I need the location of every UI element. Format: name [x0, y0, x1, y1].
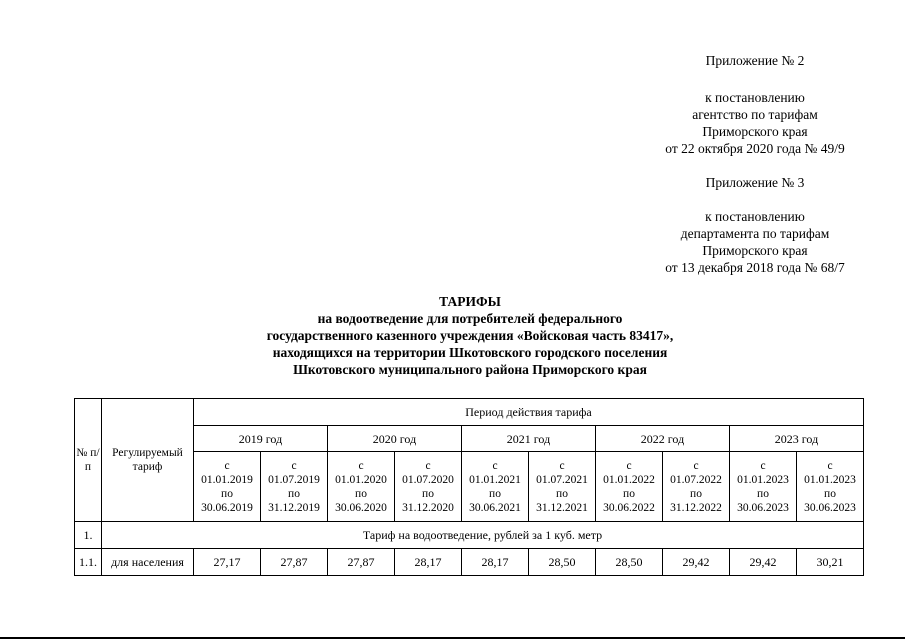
period-to: 30.06.2020 [335, 501, 387, 514]
appendix-2-line: агентство по тарифам [692, 107, 818, 122]
period-po: по [355, 487, 367, 500]
appendix-3-reference [640, 208, 870, 276]
row-label-cell [102, 549, 194, 576]
document-subtitle-line: государственного казенного учреждения «Войсковая часть 83417», [266, 328, 674, 343]
period-to: 31.12.2019 [268, 501, 320, 514]
year-label: 2022 год [640, 431, 685, 446]
document-title: ТАРИФЫ [439, 294, 501, 309]
period-c: с [693, 459, 699, 472]
period-c: с [224, 459, 230, 472]
section-title: Тариф на водоотведение, рублей за 1 куб. метр [362, 528, 603, 542]
section-row [75, 522, 864, 549]
period-cell [730, 452, 797, 522]
period-cell [529, 452, 596, 522]
period-to: 31.12.2021 [536, 501, 588, 514]
period-c: с [626, 459, 632, 472]
tariff-value: 28,50 [548, 555, 576, 569]
year-label: 2021 год [506, 431, 551, 446]
tariff-value: 27,87 [280, 555, 308, 569]
appendix-2-reference [640, 89, 870, 157]
header-period-cell [194, 399, 864, 426]
period-cell [663, 452, 730, 522]
period-c: с [358, 459, 364, 472]
period-po: по [556, 487, 568, 500]
period-from: 01.01.2020 [335, 473, 387, 486]
header-period-label: Период действия тарифа [465, 405, 592, 419]
appendix-2-title-text: Приложение № 2 [705, 53, 805, 68]
tariff-value-cell [261, 549, 328, 576]
appendix-3-title [640, 174, 870, 191]
period-po: по [623, 487, 635, 500]
section-number-cell [75, 522, 102, 549]
period-c: с [760, 459, 766, 472]
row-number-cell [75, 549, 102, 576]
period-from: 01.01.2019 [201, 473, 253, 486]
appendix-3-line: к постановлению [705, 209, 805, 224]
period-po: по [690, 487, 702, 500]
year-header-cell [328, 426, 462, 452]
period-c: с [425, 459, 431, 472]
period-from: 01.07.2020 [402, 473, 454, 486]
period-po: по [422, 487, 434, 500]
tariff-value: 28,17 [414, 555, 442, 569]
period-from: 01.01.2023 [804, 473, 856, 486]
period-from: 01.01.2023 [737, 473, 789, 486]
tariff-value: 28,50 [615, 555, 643, 569]
period-to: 30.06.2019 [201, 501, 253, 514]
section-number: 1. [83, 528, 93, 542]
header-number-label: № п/п [76, 447, 100, 473]
header-tariff-cell [102, 399, 194, 522]
tariff-value-cell [462, 549, 529, 576]
tariff-value-cell [730, 549, 797, 576]
appendix-2-title [640, 52, 870, 69]
row-number: 1.1. [79, 555, 97, 569]
period-to: 30.06.2023 [804, 501, 856, 514]
period-cell [797, 452, 864, 522]
tariff-value-cell [663, 549, 730, 576]
tariff-value-cell [328, 549, 395, 576]
year-label: 2020 год [372, 431, 417, 446]
period-to: 31.12.2022 [670, 501, 722, 514]
period-c: с [827, 459, 833, 472]
period-cell [328, 452, 395, 522]
document-heading [175, 293, 765, 378]
scan-bottom-edge [0, 637, 905, 639]
period-c: с [559, 459, 565, 472]
header-tariff-label: Регулируемый тариф [112, 447, 183, 473]
period-po: по [221, 487, 233, 500]
tariff-value-cell [395, 549, 462, 576]
period-cell [194, 452, 261, 522]
period-cell [462, 452, 529, 522]
tariff-table [74, 398, 864, 576]
period-cell [596, 452, 663, 522]
tariff-value: 28,17 [481, 555, 509, 569]
document-subtitle-line: на водоотведение для потребителей федерального [317, 311, 623, 326]
period-to: 31.12.2020 [402, 501, 454, 514]
period-cell [395, 452, 462, 522]
period-po: по [757, 487, 769, 500]
tariff-value: 29,42 [749, 555, 777, 569]
year-header-cell [194, 426, 328, 452]
tariff-value-cell [529, 549, 596, 576]
appendix-3-line: от 13 декабря 2018 года № 68/7 [665, 260, 845, 275]
row-label: для населения [111, 555, 184, 569]
period-po: по [824, 487, 836, 500]
section-title-cell [102, 522, 864, 549]
period-cell [261, 452, 328, 522]
period-c: с [492, 459, 498, 472]
period-from: 01.07.2019 [268, 473, 320, 486]
year-label: 2023 год [774, 431, 819, 446]
year-header-cell [462, 426, 596, 452]
period-from: 01.07.2021 [536, 473, 588, 486]
year-header-cell [596, 426, 730, 452]
appendix-3-line: Приморского края [702, 243, 808, 258]
appendix-2-line: Приморского края [702, 124, 808, 139]
appendix-2-line: к постановлению [705, 90, 805, 105]
tariff-value: 30,21 [816, 555, 844, 569]
year-header-cell [730, 426, 864, 452]
appendix-3-line: департамента по тарифам [680, 226, 830, 241]
period-from: 01.07.2022 [670, 473, 722, 486]
tariff-value-cell [596, 549, 663, 576]
year-label: 2019 год [238, 431, 283, 446]
period-to: 30.06.2021 [469, 501, 521, 514]
appendix-2-line: от 22 октября 2020 года № 49/9 [665, 141, 845, 156]
tariff-value-cell [797, 549, 864, 576]
header-number-cell [75, 399, 102, 522]
tariff-value: 27,17 [213, 555, 241, 569]
period-to: 30.06.2022 [603, 501, 655, 514]
period-c: с [291, 459, 297, 472]
period-po: по [489, 487, 501, 500]
tariff-value: 29,42 [682, 555, 710, 569]
period-po: по [288, 487, 300, 500]
appendix-3-title-text: Приложение № 3 [705, 175, 805, 190]
tariff-value-cell [194, 549, 261, 576]
tariff-value: 27,87 [347, 555, 375, 569]
document-subtitle-line: Шкотовского муниципального района Приморского края [293, 362, 647, 377]
period-from: 01.01.2021 [469, 473, 521, 486]
table-row [75, 549, 864, 576]
period-from: 01.01.2022 [603, 473, 655, 486]
period-row [75, 452, 864, 522]
period-to: 30.06.2023 [737, 501, 789, 514]
document-subtitle-line: находящихся на территории Шкотовского городского поселения [272, 345, 668, 360]
